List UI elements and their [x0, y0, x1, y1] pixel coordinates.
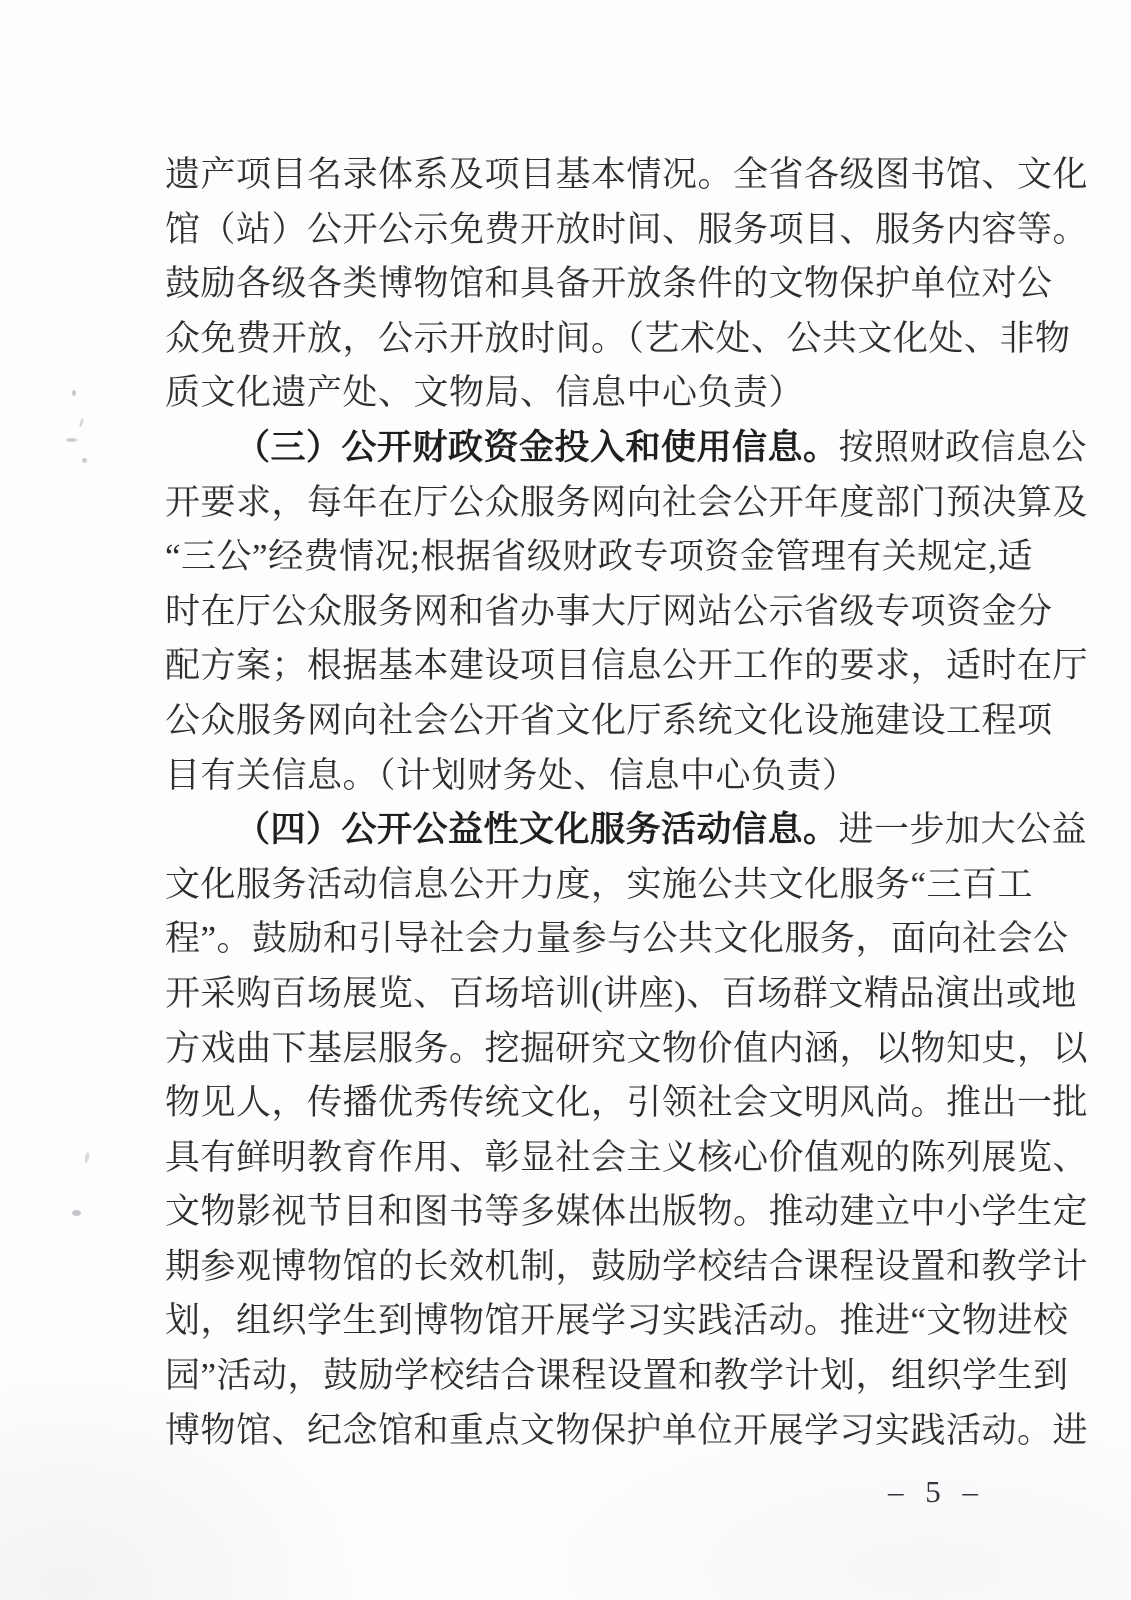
- text-line: [165, 530, 1034, 585]
- scan-artifact: [79, 418, 85, 427]
- line-text: 鼓励各级各类博物馆和具备开放条件的文物保护单位对公: [165, 264, 1053, 304]
- text-line: [165, 803, 1088, 858]
- line-text: 期参观博物馆的长效机制，鼓励学校结合课程设置和教学计: [165, 1246, 1089, 1286]
- line-text: 时在厅公众服务网和省办事大厅网站公示省级专项资金分: [165, 591, 1053, 631]
- text-line: [165, 312, 1071, 367]
- line-text: 方戏曲下基层服务。挖掘研究文物价值内涵，以物知史，以: [165, 1028, 1089, 1068]
- scan-artifact: [66, 438, 77, 442]
- text-line: [165, 585, 1053, 640]
- line-text: 公众服务网向社会公开省文化厅系统文化设施建设工程项: [165, 700, 1053, 740]
- line-text: 具有鲜明教育作用、彰显社会主义核心价值观的陈列展览、: [165, 1137, 1089, 1177]
- line-text: 质文化遗产处、文物局、信息中心负责）: [165, 373, 805, 413]
- line-text: 遗产项目名录体系及项目基本情况。全省各级图书馆、文化: [165, 155, 1089, 194]
- text-line: [165, 694, 1053, 749]
- text-line: [165, 912, 1069, 967]
- line-text: 馆（站）公开公示免费开放时间、服务项目、服务内容等。: [165, 209, 1089, 249]
- line-text: 开采购百场展览、百场培训(讲座)、百场群文精品演出或地: [165, 973, 1077, 1013]
- line-text: 物见人，传播优秀传统文化，引领社会文明风尚。推出一批: [165, 1083, 1089, 1123]
- line-text: 园”活动，鼓励学校结合课程设置和教学计划，组织学生到: [165, 1356, 1069, 1396]
- scan-artifact: [84, 1152, 90, 1164]
- line-text: 程”。鼓励和引导社会力量参与公共文化服务，面向社会公: [165, 919, 1069, 959]
- line-text: 文化服务活动信息公开力度，实施公共文化服务“三百工: [165, 864, 1034, 904]
- text-line: [165, 148, 1089, 203]
- line-text: 文物影视节目和图书等多媒体出版物。推动建立中小学生定: [165, 1192, 1089, 1232]
- text-line: [165, 476, 1089, 531]
- line-text: 按照财政信息公: [838, 427, 1088, 467]
- text-line: [165, 1185, 1089, 1240]
- text-line: [165, 749, 965, 804]
- text-line: [165, 1294, 1069, 1349]
- line-text: 目有关信息。（计划财务处、信息中心负责）: [165, 755, 858, 795]
- text-line: [165, 257, 1053, 312]
- text-line: [165, 1131, 1089, 1186]
- scan-artifact: [82, 458, 87, 463]
- page-number: – 5 –: [888, 1474, 985, 1509]
- line-text: “三公”经费情况;根据省级财政专项资金管理有关规定,适: [165, 537, 1034, 577]
- text-block: [165, 148, 1089, 1458]
- section-heading-text: （四）公开公益性文化服务活动信息。: [235, 810, 839, 850]
- scan-artifact: [72, 390, 76, 396]
- line-text: 划，组织学生到博物馆开展学习实践活动。推进“文物进校: [165, 1301, 1069, 1341]
- line-text: 配方案；根据基本建设项目信息公开工作的要求，适时在厅: [165, 646, 1089, 686]
- text-line: [165, 203, 1089, 258]
- text-line: [165, 967, 1077, 1022]
- line-text: 众免费开放，公示开放时间。（艺术处、公共文化处、非物: [165, 318, 1071, 358]
- line-text: 开要求，每年在厅公众服务网向社会公开年度部门预决算及: [165, 482, 1089, 522]
- text-line: [165, 1404, 1089, 1459]
- section-heading-text: （三）公开财政资金投入和使用信息。: [235, 427, 839, 467]
- text-line: [165, 366, 965, 421]
- text-line: [165, 1349, 1069, 1404]
- text-line: [165, 421, 1088, 476]
- scan-artifact: [72, 1210, 81, 1216]
- text-line: [165, 1240, 1089, 1295]
- text-line: [165, 858, 1034, 913]
- line-text: 进一步加大公益: [838, 810, 1088, 850]
- text-line: [165, 639, 1089, 694]
- line-text: 博物馆、纪念馆和重点文物保护单位开展学习实践活动。进: [165, 1410, 1089, 1450]
- text-line: [165, 1022, 1089, 1077]
- text-line: [165, 1076, 1089, 1131]
